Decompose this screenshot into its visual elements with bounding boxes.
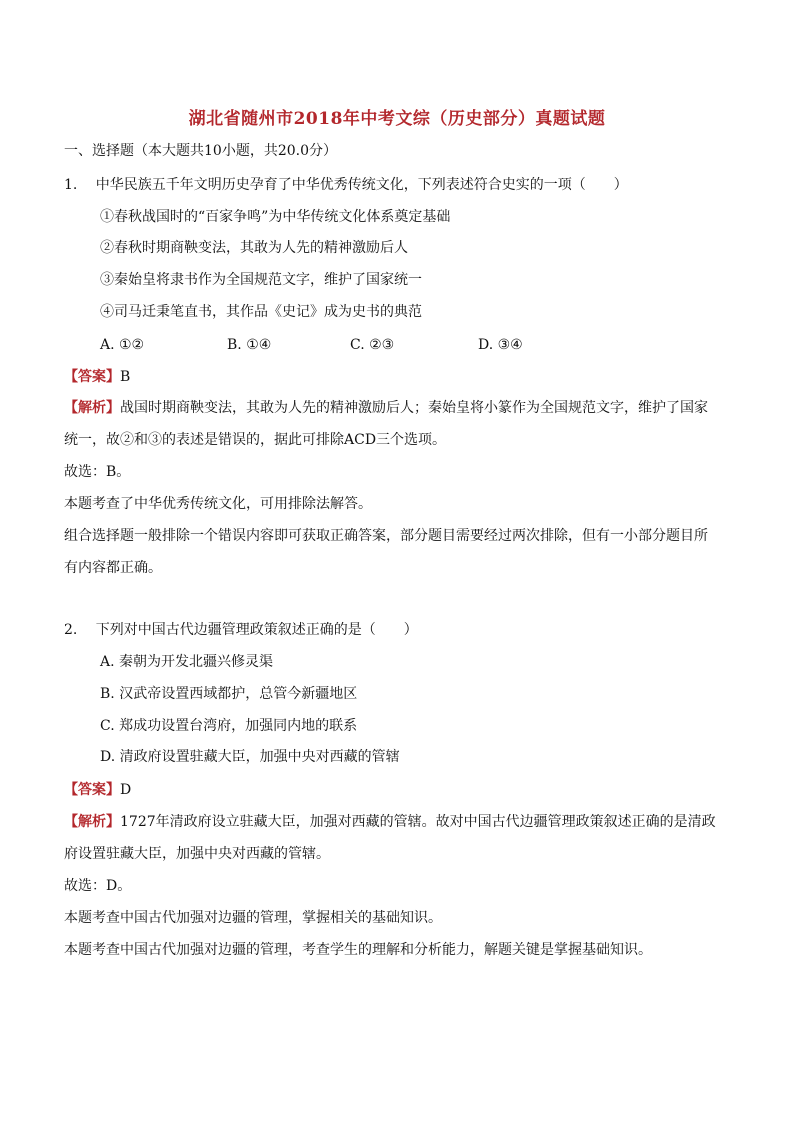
analysis-tag: 【解析】 <box>64 814 120 830</box>
question-2-option-b: B. 汉武帝设置西域都护，总管今新疆地区 <box>100 686 358 702</box>
question-1-option-d: D. ③④ <box>478 337 523 353</box>
answer-value: B <box>120 369 131 385</box>
answer-tag: 【答案】 <box>64 782 120 798</box>
question-1-analysis-line-1 <box>64 398 708 418</box>
answer-value: D <box>120 782 132 798</box>
question-2-note-1: 本题考查中国古代加强对边疆的管理，掌握相关的基础知识。 <box>64 910 442 926</box>
question-1-answer <box>64 367 130 387</box>
section-heading: 一、选择题（本大题共10小题，共20.0分） <box>64 143 337 159</box>
question-1-note: 本题考查了中华优秀传统文化，可用排除法解答。 <box>64 496 372 512</box>
question-2-note-2: 本题考查中国古代加强对边疆的管理，考查学生的理解和分析能力，解题关键是掌握基础知识。 <box>64 942 652 958</box>
question-1-option-b: B. ①④ <box>227 337 272 353</box>
question-1-item-2: ②春秋时期商鞅变法，其敢为人先的精神激励后人 <box>100 240 408 256</box>
question-1-note-2-line-1: 组合选择题一般排除一个错误内容即可获取正确答案，部分题目需要经过两次排除，但有一小部分题目所 <box>64 528 708 544</box>
analysis-tag: 【解析】 <box>64 400 120 416</box>
question-1-options <box>100 335 600 355</box>
page-title: 湖北省随州市2018年中考文综（历史部分）真题试题 <box>188 109 606 129</box>
question-2-option-c: C. 郑成功设置台湾府，加强同内地的联系 <box>100 718 358 734</box>
question-1-option-c: C. ②③ <box>350 337 395 353</box>
question-1-analysis-line-2: 统一，故②和③的表述是错误的，据此可排除ACD三个选项。 <box>64 432 447 448</box>
question-1-stem: 1. 中华民族五千年文明历史孕育了中华优秀传统文化，下列表述符合史实的一项（ ） <box>64 177 628 193</box>
analysis-text: 1727年清政府设立驻藏大臣，加强对西藏的管辖。故对中国古代边疆管理政策叙述正确的是清政 <box>120 814 716 830</box>
question-2-option-a: A. 秦朝为开发北疆兴修灵渠 <box>100 654 274 670</box>
question-2-option-d: D. 清政府设置驻藏大臣，加强中央对西藏的管辖 <box>100 749 400 765</box>
question-1-choose: 故选：B。 <box>64 464 131 480</box>
question-2-analysis-line-1 <box>64 812 716 832</box>
question-1-option-a: A. ①② <box>100 337 145 353</box>
question-2-answer <box>64 780 131 800</box>
question-2-analysis-line-2: 府设置驻藏大臣，加强中央对西藏的管辖。 <box>64 846 330 862</box>
question-1-item-3: ③秦始皇将隶书作为全国规范文字，维护了国家统一 <box>100 272 422 288</box>
question-2-choose: 故选：D。 <box>64 878 132 894</box>
question-1-item-1: ①春秋战国时的“百家争鸣”为中华传统文化体系奠定基础 <box>100 209 451 225</box>
answer-tag: 【答案】 <box>64 369 120 385</box>
question-2-stem: 2. 下列对中国古代边疆管理政策叙述正确的是（ ） <box>64 622 418 638</box>
analysis-text: 战国时期商鞅变法，其敢为人先的精神激励后人；秦始皇将小篆作为全国规范文字，维护了国家 <box>120 400 708 416</box>
question-1-item-4: ④司马迁秉笔直书，其作品《史记》成为史书的典范 <box>100 304 422 320</box>
question-1-note-2-line-2: 有内容都正确。 <box>64 560 162 576</box>
